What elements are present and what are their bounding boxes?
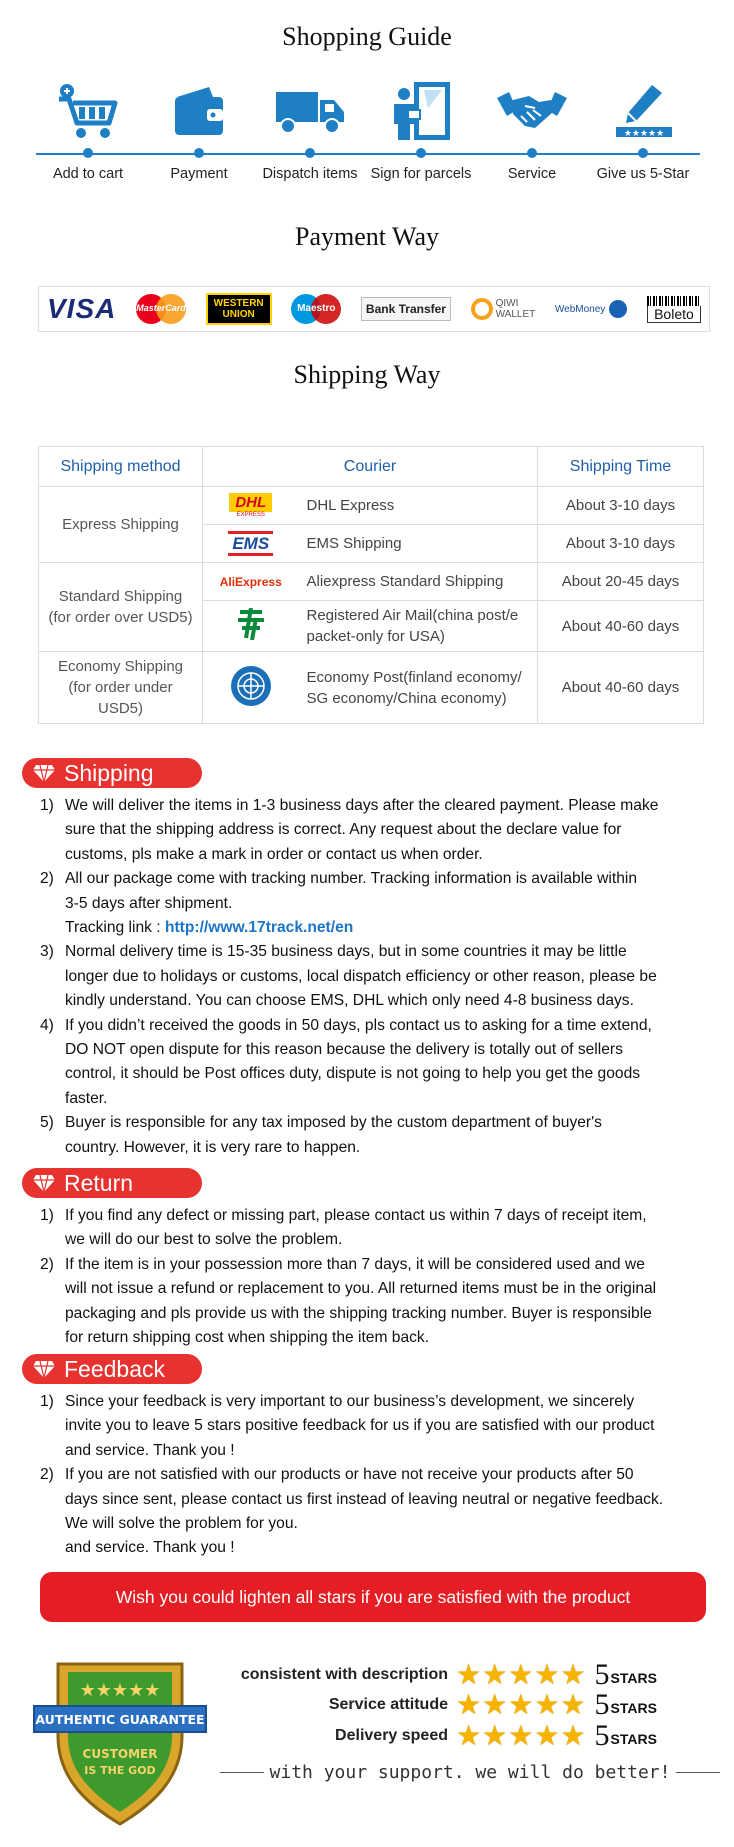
qiwi-icon: [471, 298, 493, 320]
step-label: Sign for parcels: [370, 166, 472, 182]
star-icon: ★: [456, 1720, 482, 1751]
tracking-link[interactable]: http://www.17track.net/en: [164, 919, 354, 937]
list-item: 1) Since your feedback is very important to our business’s development, we sincerely invite you to leave 5 stars positive feedback for us if you are satisfied with our product and service. Thank you !: [40, 1393, 655, 1459]
star-icon: ★: [534, 1720, 560, 1751]
shipping-time: About 3-10 days: [538, 487, 704, 525]
method-standard: Standard Shipping (for order over USD5): [39, 563, 203, 652]
rating-stars: [456, 1691, 587, 1719]
courier-name: EMS Shipping: [299, 525, 538, 563]
step-label: Give us 5-Star: [596, 166, 690, 182]
shipping-time: About 3-10 days: [538, 525, 704, 563]
step-service: [472, 78, 592, 182]
payment-logos-bar: [38, 286, 710, 332]
shipping-methods-table: [38, 446, 704, 724]
step-label: Service: [507, 166, 557, 182]
star-icon: ★: [482, 1689, 508, 1720]
shopping-guide-title: Shopping Guide: [282, 22, 452, 51]
webmoney-logo: WebMoney: [555, 300, 627, 318]
rating-label: Delivery speed: [335, 1727, 448, 1744]
rating-label: Service attitude: [328, 1696, 448, 1713]
step-payment: [139, 78, 259, 182]
star-icon: ★: [508, 1720, 534, 1751]
rating-unit: STARS: [610, 1700, 657, 1716]
shipping-list: [40, 794, 710, 1160]
feedback-section-heading: Feedback: [22, 1354, 202, 1384]
rating-service: [230, 1690, 690, 1720]
rating-number: 5: [594, 1658, 610, 1691]
guide-timeline-line: [36, 153, 700, 155]
header-courier: Courier: [203, 447, 538, 487]
badge-line2: CUSTOMER: [82, 1747, 158, 1761]
webmoney-globe-icon: [609, 300, 627, 318]
star-icon: ★: [456, 1659, 482, 1690]
diamond-icon: [32, 1173, 56, 1193]
rating-label: consistent with description: [240, 1666, 448, 1683]
tracking-link-label: Tracking link :: [65, 919, 165, 937]
authentic-guarantee-badge: [30, 1640, 210, 1830]
china-post-icon: [203, 601, 299, 652]
star-icon: ★: [534, 1659, 560, 1690]
list-item: 4) If you didn’t received the goods in 50 days, pls contact us to asking for a time extend, DO NOT open dispute for this reason because the delivery is totally out of sellers control, it should be Post offices duty, dispute is not going to help you get the goods faster.: [40, 1016, 652, 1107]
method-economy: Economy Shipping (for order under USD5): [39, 652, 203, 724]
table-row: [39, 652, 704, 724]
western-union-logo: WESTERN UNION: [206, 293, 272, 325]
step-label: Dispatch items: [262, 166, 358, 182]
support-tagline: with your support. we will do better!: [220, 1762, 720, 1783]
divider: [676, 1772, 720, 1773]
return-list: [40, 1204, 710, 1350]
shipping-time: About 20-45 days: [538, 563, 704, 601]
step-dot: [194, 148, 204, 158]
list-item: 1) We will deliver the items in 1-3 business days after the cleared payment. Please make sure that the shipping address is correct. Any request about the declare value for customs, pls make a mark in order or contact us when order.: [40, 797, 659, 863]
barcode-icon: [647, 296, 701, 306]
rating-unit: STARS: [610, 1670, 657, 1686]
courier-name: Aliexpress Standard Shipping: [299, 563, 538, 601]
list-item: 2) All our package come with tracking number. Tracking information is available within 3-5 days after shipment. Tracking link : http://www.17track.net/en: [40, 870, 638, 937]
payment-way-title: Payment Way: [294, 222, 439, 251]
step-label: Add to cart: [52, 166, 124, 182]
courier-door-icon: [361, 78, 481, 144]
star-icon: ★: [560, 1659, 586, 1690]
courier-name: Registered Air Mail(china post/e packet-only for USA): [299, 601, 538, 652]
step-dot: [416, 148, 426, 158]
table-header-row: [39, 447, 704, 487]
svg-text:★★★★★: ★★★★★: [623, 129, 665, 139]
star-icon: ★: [508, 1659, 534, 1690]
step-dot: [527, 148, 537, 158]
star-icon: ★: [560, 1689, 586, 1720]
bank-transfer-logo: Bank Transfer: [361, 297, 451, 321]
diamond-icon: [32, 763, 56, 783]
star-icon: ★: [456, 1689, 482, 1720]
step-dot: [83, 148, 93, 158]
rating-number: 5: [594, 1719, 610, 1752]
shipping-way-title: Shipping Way: [293, 360, 441, 389]
pen-stars-icon: [583, 78, 703, 144]
return-section-heading: Return: [22, 1168, 202, 1198]
rating-number: 5: [594, 1688, 610, 1721]
star-icon: ★: [482, 1720, 508, 1751]
visa-logo: VISA: [47, 293, 117, 324]
list-item: 2) If you are not satisfied with our products or have not receive your products after 50 days since sent, please contact us first instead of leaving neutral or negative feedback. We will solve the problem for you. and service. Thank you !: [40, 1466, 664, 1557]
list-item: 3) Normal delivery time is 15-35 business days, but in some countries it may be little longer due to holidays or customs, local dispatch efficiency or other reason, please be kindly understand. You can choose EMS, DHL which only need 4-8 business days.: [40, 943, 657, 1010]
list-item: 2) If the item is in your possession more than 7 days, it will be considered used and we will not issue a refund or replacement to you. All returned items must be in the original packaging and pls provide us with the shipping tracking number. Buyer is responsible for return shipping cost when shipping the item back.: [40, 1255, 657, 1347]
step-dot: [305, 148, 315, 158]
shopping-cart-icon: [28, 78, 148, 144]
feedback-list: [40, 1390, 710, 1561]
step-give-5-star: [583, 78, 703, 182]
step-dot: [638, 148, 648, 158]
courier-name: Economy Post(finland economy/ SG economy/China economy): [299, 652, 538, 724]
table-row: [39, 563, 704, 601]
step-sign-for-parcels: [361, 78, 481, 182]
method-express: Express Shipping: [39, 487, 203, 563]
table-row: [39, 487, 704, 525]
rating-stars: [456, 1722, 587, 1750]
rating-delivery: [230, 1721, 690, 1751]
wallet-icon: [139, 78, 259, 144]
step-add-to-cart: [28, 78, 148, 182]
ems-logo: EMS: [203, 525, 299, 563]
star-icon: ★: [482, 1659, 508, 1690]
maestro-logo: Maestro: [291, 294, 341, 324]
shipping-section-heading: Shipping: [22, 758, 202, 788]
header-shipping-time: Shipping Time: [538, 447, 704, 487]
diamond-icon: [32, 1359, 56, 1379]
mastercard-logo: MasterCard: [136, 294, 186, 324]
shipping-time: About 40-60 days: [538, 652, 704, 724]
list-item: 1) If you find any defect or missing part, please contact us within 7 days of receipt item, we will do our best to solve the problem.: [40, 1207, 647, 1249]
step-label: Payment: [170, 166, 228, 182]
star-icon: ★: [560, 1720, 586, 1751]
header-shipping-method: Shipping method: [39, 447, 203, 487]
star-icon: ★: [508, 1689, 534, 1720]
courier-name: DHL Express: [299, 487, 538, 525]
rating-unit: STARS: [610, 1731, 657, 1747]
qiwi-wallet-logo: QIWI WALLET: [471, 298, 536, 320]
rating-stars: [456, 1661, 587, 1689]
rating-description: [230, 1660, 690, 1690]
badge-line3: IS THE GOD: [84, 1764, 156, 1777]
svg-text:★★★★★: ★★★★★: [79, 1680, 161, 1701]
boleto-logo: Boleto: [647, 296, 701, 323]
handshake-icon: [472, 78, 592, 144]
aliexpress-logo: AliExpress: [203, 563, 299, 601]
lighten-stars-banner: Wish you could lighten all stars if you are satisfied with the product: [40, 1572, 706, 1622]
truck-icon: [250, 78, 370, 144]
divider: [220, 1772, 264, 1773]
shopping-guide-steps: [28, 78, 708, 198]
un-post-icon: [203, 652, 299, 724]
dhl-logo: DHL EXPRESS: [203, 487, 299, 525]
star-icon: ★: [534, 1689, 560, 1720]
badge-line1: AUTHENTIC GUARANTEE: [35, 1712, 205, 1727]
shipping-time: About 40-60 days: [538, 601, 704, 652]
step-dispatch-items: [250, 78, 370, 182]
list-item: 5) Buyer is responsible for any tax imposed by the custom department of buyer's country. However, it is very rare to happen.: [40, 1114, 602, 1156]
